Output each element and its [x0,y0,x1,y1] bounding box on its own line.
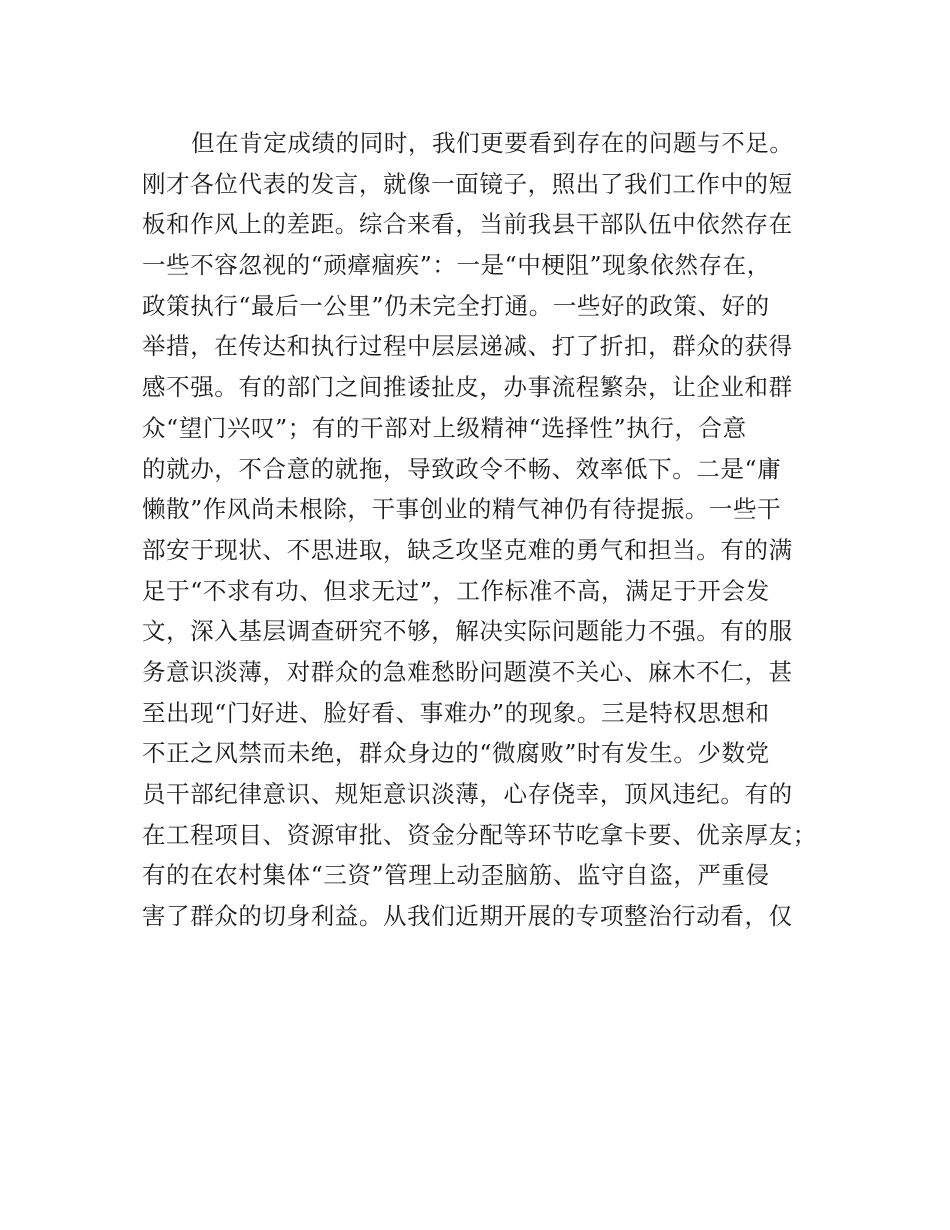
paragraph-line-13: 文，深入基层调查研究不够，解决实际问题能力不强。有的服 [142,617,793,646]
paragraph-line-10: 懒散”作风尚未根除，干事创业的精气神仍有待提振。一些干 [142,495,782,524]
paragraph-line-3: 板和作风上的差距。综合来看，当前我县干部队伍中依然存在 [142,210,793,239]
paragraph-line-6: 举措，在传达和执行过程中层层递减、打了折扣，群众的获得 [142,332,793,361]
paragraph-line-17: 员干部纪律意识、规矩意识淡薄，心存侥幸，顶风违纪。有的 [142,780,793,808]
paragraph-line-20: 害了群众的切身利益。从我们近期开展的专项整治行动看，仅 [142,902,793,931]
paragraph-line-18: 在工程项目、资源审批、资金分配等环节吃拿卡要、优亲厚友； [142,820,817,849]
paragraph-line-7: 感不强。有的部门之间推诿扯皮，办事流程繁杂，让企业和群 [142,373,793,402]
paragraph-line-19: 有的在农村集体“三资”管理上动歪脑筋、监守自盗，严重侵 [142,861,770,890]
paragraph-line-4: 一些不容忽视的“顽瘴痼疾”：一是“中梗阻”现象依然存在， [142,251,771,280]
paragraph-line-2: 刚才各位代表的发言，就像一面镜子，照出了我们工作中的短 [142,169,793,198]
body-paragraph [142,123,822,937]
paragraph-line-9: 的就办，不合意的就拖，导致政令不畅、效率低下。二是“庸 [142,454,782,483]
paragraph-line-11: 部安于现状、不思进取，缺乏攻坚克难的勇气和担当。有的满 [142,535,793,564]
paragraph-line-8: 众“望门兴叹”；有的干部对上级精神“选择性”执行，合意 [142,413,747,442]
paragraph-line-12: 足于“不求有功、但求无过”，工作标准不高，满足于开会发 [142,576,770,605]
paragraph-line-1: 但在肯定成绩的同时，我们更要看到存在的问题与不足。 [191,129,794,157]
paragraph-line-15: 至出现“门好进、脸好看、事难办”的现象。三是特权思想和 [142,698,770,727]
paragraph-line-5: 政策执行“最后一公里”仍未完全打通。一些好的政策、好的 [142,291,770,320]
paragraph-line-16: 不正之风禁而未绝，群众身边的“微腐败”时有发生。少数党 [142,739,770,768]
paragraph-line-14: 务意识淡薄，对群众的急难愁盼问题漠不关心、麻木不仁，甚 [142,657,793,686]
